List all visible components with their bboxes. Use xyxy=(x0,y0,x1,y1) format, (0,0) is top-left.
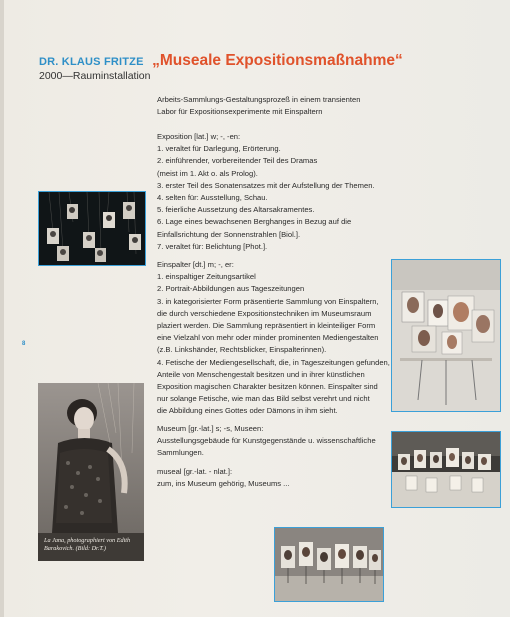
definition-line: Exposition [lat.] w; -, -en: xyxy=(157,132,241,141)
definition-line: 4. Fetische der Mediengesellschaft, die, in Tageszeitungen gefunden, xyxy=(157,357,390,367)
definition-line: Einfallsrichtung der Sonnenstrahlen [Biol.]. xyxy=(157,229,301,239)
photo-graphic xyxy=(275,528,383,601)
definition-line: 2. Portrait-Abbildungen aus Tageszeitungen xyxy=(157,284,305,294)
page-title: „Museale Expositionsmaßnahme“ xyxy=(152,52,403,69)
photo-graphic xyxy=(392,260,500,411)
photo-caption: La Jana, photographiert von Edith Barakovich. (Bild: Dr.T.) xyxy=(44,537,131,552)
intro-line: Arbeits-Sammlungs-Gestaltungsprozeß in einem transienten xyxy=(157,95,361,104)
photo-graphic xyxy=(39,192,145,265)
page-edge xyxy=(0,0,4,617)
definition-line: 5. feierliche Aussetzung des Altarsakramentes. xyxy=(157,205,315,215)
museum-definition xyxy=(157,423,389,460)
definition-line: Exposition magischen Charakter besitzen können. Einspalter sind xyxy=(157,382,378,392)
definition-line: 3. in kategorisierter Form präsentierte Sammlung von Einspaltern, xyxy=(157,296,379,306)
definition-line: 1. veraltet für Darlegung, Erörterung. xyxy=(157,144,281,154)
definition-line: museal [gr.-lat. - nlat.]: xyxy=(157,467,233,476)
definition-line: Anteile von Menschengestalt besitzen und in ihrer künstlichen xyxy=(157,369,365,379)
definition-line: nur solange Fetische, wie man das Bild selbst verehrt und nicht xyxy=(157,394,370,404)
definition-line: Museum [gr.-lat.] s; -s, Museen: xyxy=(157,424,264,433)
definition-line: (z.B. Linkshänder, Rechtsblicker, Einspalterinnen). xyxy=(157,345,327,355)
definition-line: 4. selten für: Ausstellung, Schau. xyxy=(157,193,268,203)
definition-line: 6. Lage eines bewachsenen Berghanges in Bezug auf die xyxy=(157,217,352,227)
definition-line: 1. einspaltiger Zeitungsartikel xyxy=(157,272,256,282)
definition-line: plaziert werden. Die Sammlung repräsentiert in kleinteiliger Form xyxy=(157,321,376,331)
intro-text xyxy=(157,94,389,118)
definition-line: Einspalter [dt.] m; -, er: xyxy=(157,260,234,269)
header xyxy=(39,52,403,70)
author-name: DR. KLAUS FRITZE xyxy=(39,56,144,68)
installation-photo-portrait-stands xyxy=(391,259,501,412)
subtitle: 2000—Rauminstallation xyxy=(39,70,151,82)
definition-line: 7. veraltet für: Belichtung [Phot.]. xyxy=(157,241,268,251)
museal-definition xyxy=(157,466,389,490)
installation-photo-hanging-clippings xyxy=(38,191,146,266)
definition-line: (meist im 1. Akt o. als Prolog). xyxy=(157,168,258,178)
intro-line: Labor für Expositionsexperimente mit Einspaltern xyxy=(157,107,323,117)
definition-line: eine Vielzahl von mehr oder minder prominenten Mediengestalten xyxy=(157,333,379,343)
page-number: 8 xyxy=(22,341,26,347)
definition-line: Ausstellungsgebäude für Kunstgegenstände u. wissenschaftliche xyxy=(157,436,376,446)
definition-line: die Abbildung eines Gottes oder Dämons in ihm sieht. xyxy=(157,406,338,416)
definition-line: 3. erster Teil des Sonatensatzes mit der Aufstellung der Themen. xyxy=(157,180,375,190)
exposition-definition xyxy=(157,131,389,253)
photo-graphic xyxy=(392,432,500,507)
portrait-photo-la-jana xyxy=(38,383,144,561)
einspalter-definition xyxy=(157,259,389,418)
definition-line: 2. einführender, vorbereitender Teil des Dramas xyxy=(157,156,318,166)
photo-graphic xyxy=(38,383,144,561)
installation-photo-portrait-holders xyxy=(274,527,384,602)
definition-line: die durch verschiedene Expositionstechniken im Museumsraum xyxy=(157,308,372,318)
installation-photo-table-display xyxy=(391,431,501,508)
definition-line: Sammlungen. xyxy=(157,448,204,458)
definition-line: zum, ins Museum gehörig, Museums ... xyxy=(157,479,290,489)
